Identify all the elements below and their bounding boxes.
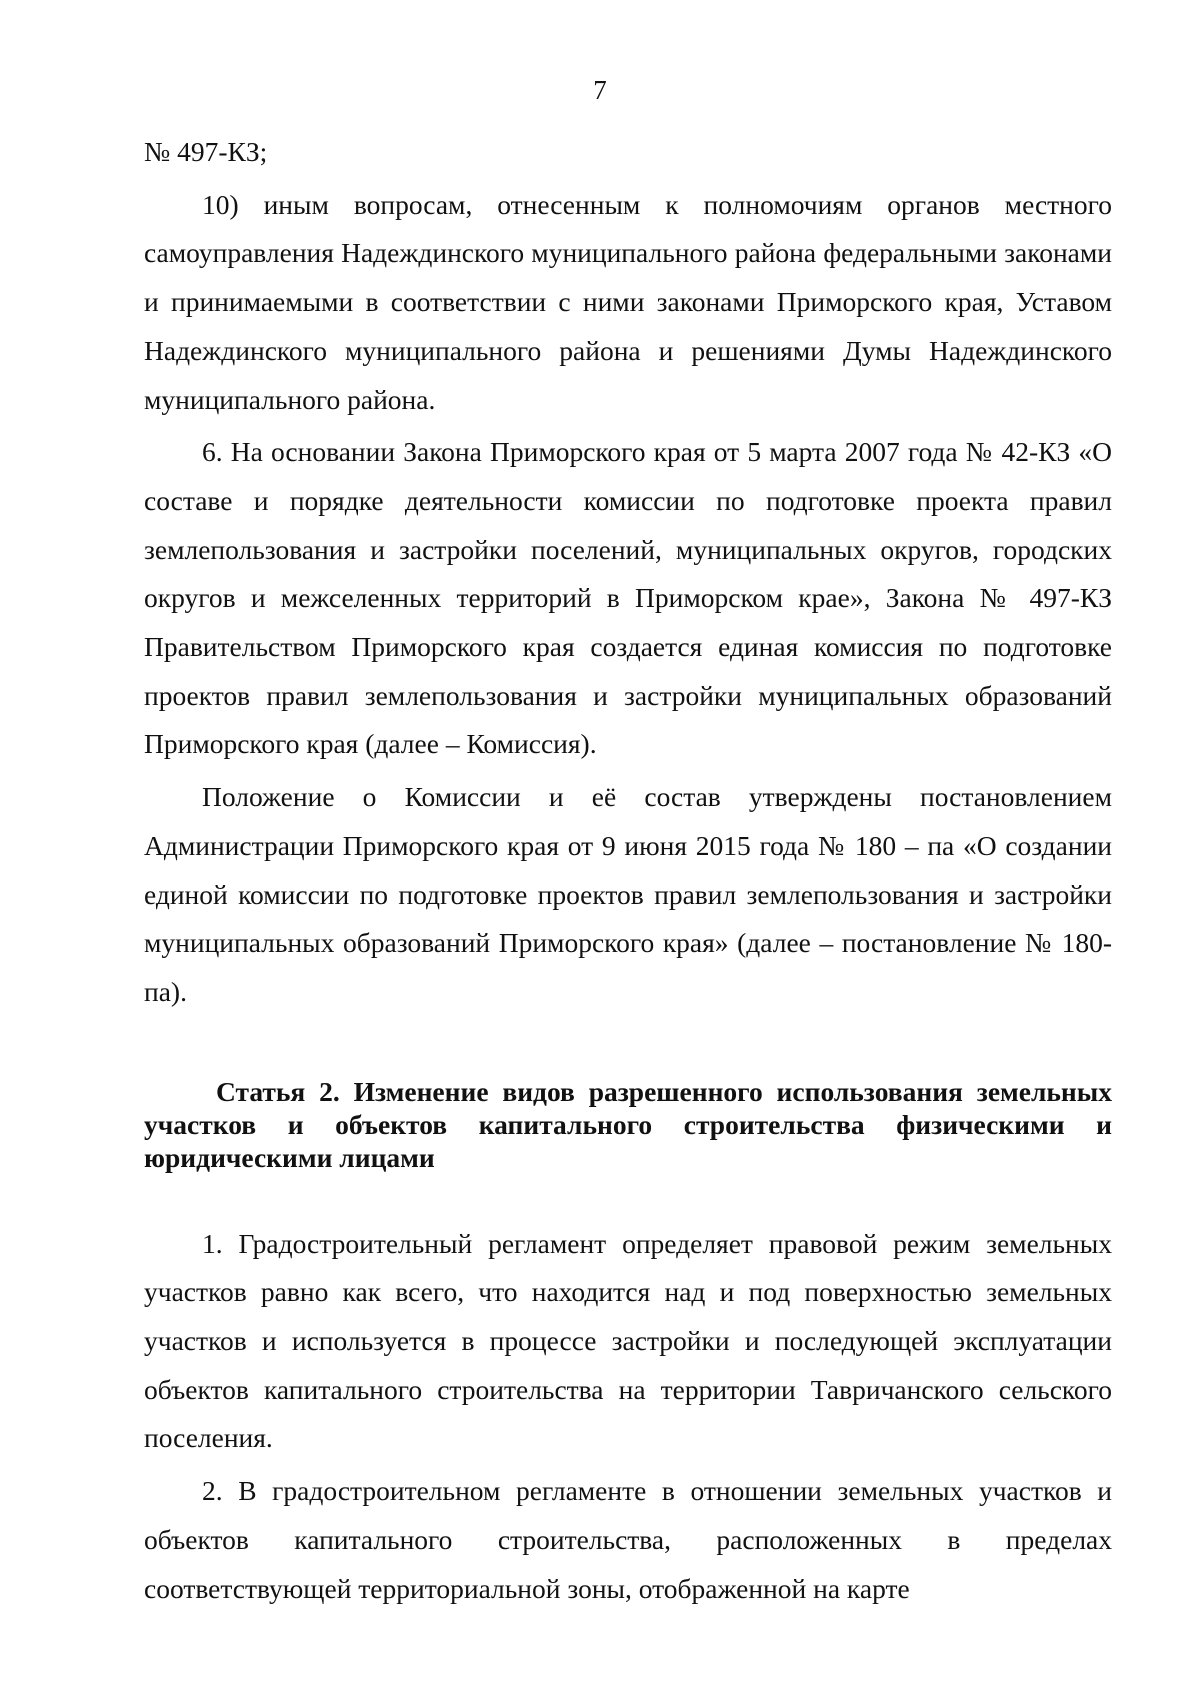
paragraph-item-6: 6. На основании Закона Приморского края от 5 марта 2007 года № 42-КЗ «О составе и порядке деятельности комиссии по подготовке проекта правил землепользования и застройки поселений, муниципальных округов, городских округов и межселенных территорий в Приморском крае», Закона № 497-КЗ Правительством Приморского края создается единая комиссия по подготовке проектов правил землепользования и застройки муниципальных образований Приморского края (далее – Комиссия). [144, 436, 1112, 760]
page-number: 7 [593, 75, 607, 105]
paragraph-commission-regulation: Положение о Комиссии и её состав утверждены постановлением Администрации Приморского края от 9 июня 2015 года № 180 – па «О создании единой комиссии по подготовке проектов правил землепользования и застройки муниципальных образований Приморского края» (далее – постановление № 180-па). [144, 781, 1112, 1007]
paragraph-item-10: 10) иным вопросам, отнесенным к полномочиям органов местного самоуправления Надеждинского муниципального района федеральными законами и принимаемыми в соответствии с ними законами Приморского края, Уставом Надеждинского муниципального района и решениями Думы Надеждинского муниципального района. [144, 188, 1112, 415]
document-body [144, 128, 1112, 1613]
article-heading: Статья 2. Изменение видов разрешенного использования земельных участков и объектов капитального строительства физическими и юридическими лицами [144, 1075, 1112, 1173]
paragraph-article-2-item-1: 1. Градостроительный регламент определяет правовой режим земельных участков равно как всего, что находится над и под поверхностью земельных участков и используется в процессе застройки и последующей эксплуатации объектов капитального строительства на территории Тавричанского сельского поселения. [144, 1227, 1112, 1454]
paragraph-continuation: № 497-КЗ; [144, 136, 268, 167]
paragraph-article-2-item-2: 2. В градостроительном регламенте в отношении земельных участков и объектов капитального строительства, расположенных в пределах соответствующей территориальной зоны, отображенной на карте [144, 1475, 1112, 1604]
